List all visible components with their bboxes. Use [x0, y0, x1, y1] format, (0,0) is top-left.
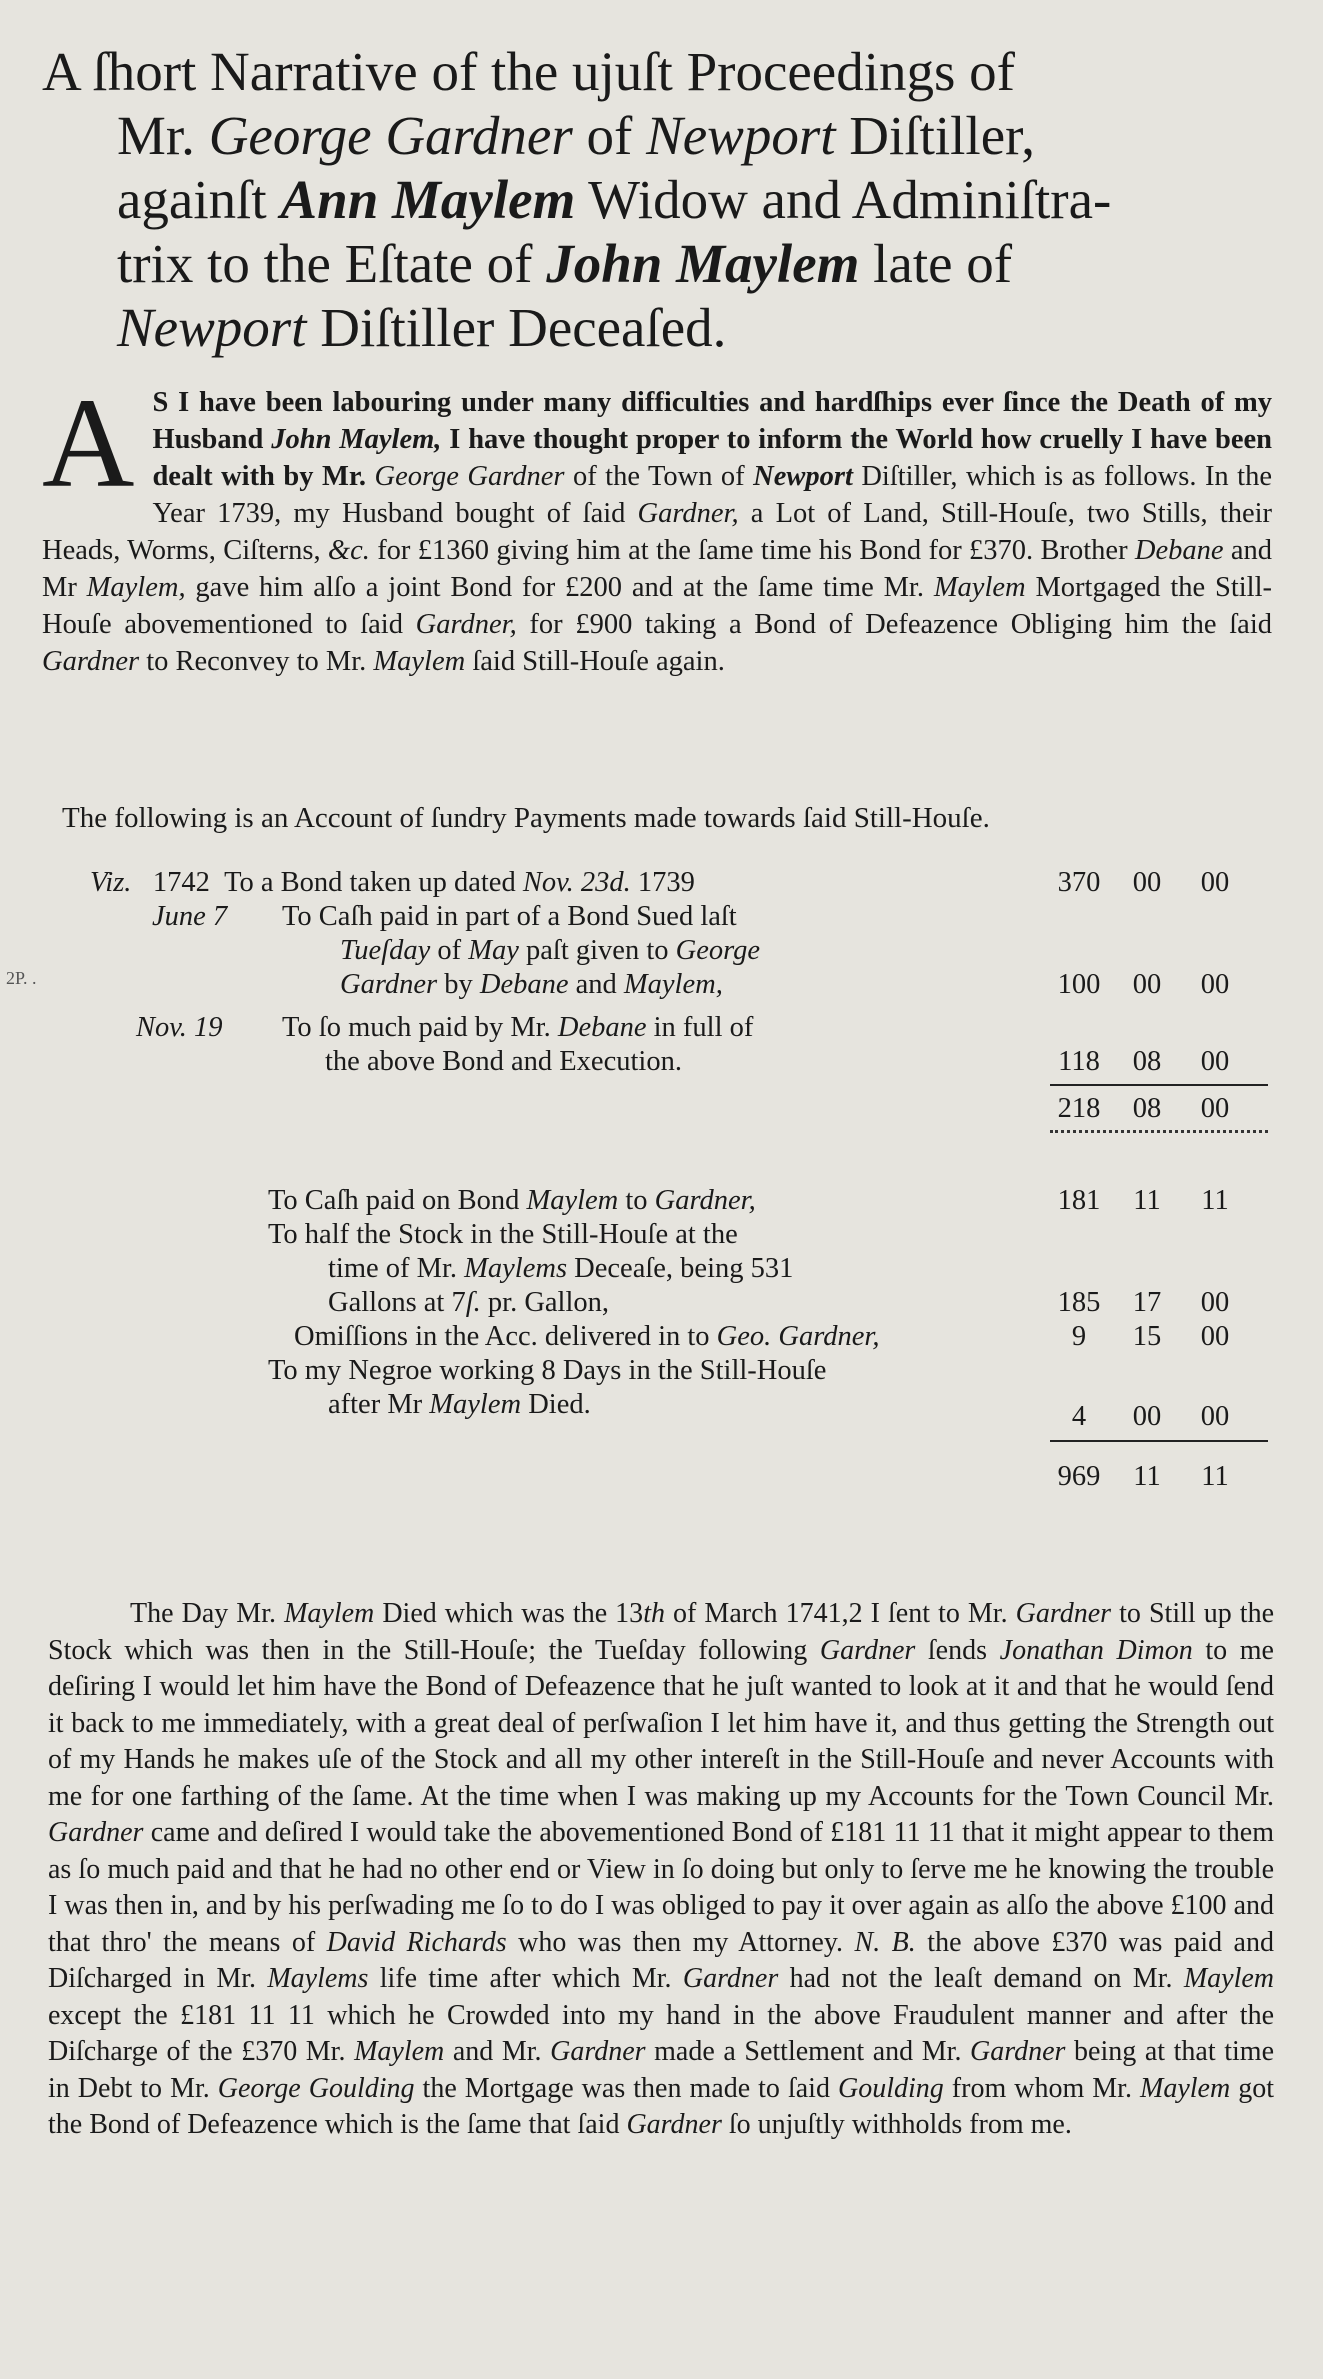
title-line-5	[42, 296, 1282, 360]
intro-name: Maylem,	[86, 571, 186, 603]
body-text: being at that time in Debt to Mr.	[48, 2036, 1274, 2104]
body-text: the Mortgage was then made to ſaid	[414, 2072, 838, 2104]
row-name: Maylem	[526, 1185, 619, 1216]
row-name: Debane	[557, 1012, 647, 1043]
title-text: he u	[506, 41, 600, 102]
amount-pence: 00	[1200, 1401, 1230, 1432]
intro-name: Gardner,	[637, 497, 739, 529]
intro-text: ſaid Still-Houſe again.	[465, 645, 725, 677]
intro-place: Newport	[753, 460, 853, 492]
amount-shillings: 11	[1133, 1461, 1161, 1492]
amount-cell	[1045, 1400, 1275, 1434]
row-text: the above Bond and Execution.	[325, 1046, 682, 1077]
amount-pounds: 181	[1057, 1185, 1101, 1216]
amount-pounds: 4	[1071, 1401, 1087, 1432]
row-unit: ſ.	[465, 1287, 481, 1318]
row-text	[268, 1184, 756, 1218]
row-text	[282, 1011, 753, 1045]
amount-shillings: 15	[1132, 1321, 1162, 1352]
title-text: trix to the Eſtate of	[117, 233, 547, 294]
row-text	[328, 1252, 793, 1286]
title-text: of	[572, 105, 647, 166]
amount-shillings: 00	[1132, 969, 1162, 1000]
row-text: pr. Gallon,	[480, 1287, 610, 1318]
row-name: Geo. Gardner,	[716, 1321, 880, 1352]
body-name: Gardner	[626, 2109, 722, 2140]
title-place: Newport	[117, 297, 307, 358]
row-name: George	[675, 935, 761, 966]
title-text: Mr.	[117, 105, 209, 166]
amount-cell	[1045, 968, 1275, 1002]
row-text: To half the Stock in the Still-Houſe at the	[268, 1219, 738, 1250]
body-text: except the £181 11 11 which he Crowded into my hand in the above Fraudulent manner and after the Diſcharge of the £370 Mr.	[48, 1999, 1274, 2067]
row-text: and	[568, 969, 624, 1000]
body-name: Gardner	[970, 2036, 1066, 2067]
row-date: Nov. 23d.	[522, 867, 631, 898]
row-year: 1742	[152, 867, 210, 898]
body-name: Maylems	[267, 1963, 369, 1994]
row-text: To a Bond taken up dated	[224, 867, 516, 898]
row-day: Tueſday	[340, 935, 431, 966]
intro-text: for £1360 giving him at the ſame time his Bond for £370. Brother	[369, 534, 1135, 566]
row-text: Gallons at 7	[328, 1287, 466, 1318]
row-name: Debane	[479, 969, 569, 1000]
row-text: by	[437, 969, 480, 1000]
row-text: 1739	[637, 867, 695, 898]
intro-text: S I have been labouring under many difficulties and hardſhips ever ſince the Death of my Husband	[152, 386, 1272, 455]
amount-shillings: 08	[1132, 1046, 1162, 1077]
body-name: Gardner	[550, 2036, 646, 2067]
body-name: Maylem	[1140, 2072, 1231, 2104]
intro-name: Gardner,	[415, 608, 517, 640]
title-text: Diſtiller Deceaſed.	[306, 297, 727, 358]
body-text: The Day Mr.	[130, 1598, 285, 1629]
row-text: To Caſh paid in part of a Bond Sued laſt	[282, 901, 737, 932]
row-name: Gardner	[340, 969, 438, 1000]
amount-shillings: 00	[1132, 1401, 1162, 1432]
intro-text: a Lot of Land, Still-Houſe, two Stills, their Heads, Worms, Ciſterns,	[42, 497, 1273, 566]
body-name: Maylem	[354, 2036, 445, 2067]
divider-rule	[1050, 1130, 1268, 1133]
row-name: Maylem,	[623, 969, 723, 1000]
amount-cell	[1045, 1286, 1275, 1320]
body-text: to Still up the Stock which was then in the Still-Houſe; the Tueſday following	[48, 1598, 1274, 1666]
body-nb: N. B.	[854, 1926, 916, 1958]
intro-text: gave him alſo a joint Bond for £200 and at the ſame time Mr.	[185, 571, 934, 603]
intro-text: and Mr	[42, 534, 1273, 603]
intro-text: to Reconvey to Mr.	[139, 645, 374, 677]
divider-rule	[1050, 1440, 1268, 1442]
body-name: Gardner	[819, 1634, 916, 1666]
row-text: To Caſh paid on Bond	[268, 1185, 527, 1216]
body-name: David Richards	[326, 1926, 507, 1958]
amount-pounds: 185	[1057, 1287, 1101, 1318]
amount-pounds: 118	[1058, 1046, 1100, 1077]
intro-etc: &c.	[327, 534, 370, 566]
amount-shillings: 17	[1132, 1287, 1162, 1318]
body-text: life time after which Mr.	[368, 1963, 683, 1994]
row-name: Maylems	[464, 1253, 568, 1284]
account-row	[90, 866, 695, 900]
intro-text: of the Town of	[564, 460, 754, 492]
row-text: Died.	[521, 1389, 591, 1420]
intro-name: Debane	[1134, 534, 1224, 566]
body-name: Goulding	[837, 2072, 944, 2104]
amount-pounds: 100	[1057, 969, 1101, 1000]
body-text: ſends	[915, 1634, 1000, 1666]
body-text: and Mr.	[444, 2036, 551, 2067]
body-name: Maylem	[284, 1598, 375, 1629]
amount-pounds: 218	[1057, 1093, 1101, 1124]
row-text: paſt given to	[518, 935, 676, 966]
row-text: To ſo much paid by Mr.	[282, 1012, 558, 1043]
row-text: of	[430, 935, 469, 966]
amount-pence: 00	[1200, 1093, 1230, 1124]
row-text: Omiſſions in the Acc. delivered in to	[294, 1321, 717, 1352]
body-text: from whom Mr.	[943, 2072, 1140, 2104]
intro-name: Maylem	[373, 645, 466, 677]
divider-rule	[1050, 1084, 1268, 1086]
row-text: time of Mr.	[328, 1253, 465, 1284]
body-text: of March 1741,2 I ſent to Mr.	[664, 1598, 1016, 1629]
row-name: Maylem	[429, 1389, 522, 1420]
row-text	[328, 1286, 609, 1320]
amount-cell	[1045, 1045, 1275, 1079]
row-text: in full of	[646, 1012, 754, 1043]
title-line-2	[42, 104, 1282, 168]
amount-shillings: 08	[1132, 1093, 1162, 1124]
amount-pounds: 370	[1057, 867, 1101, 898]
intro-text: Diſtiller, which is as follows. In the Year 1739, my Husband bought of ſaid	[152, 460, 1272, 529]
body-text: had not the leaſt demand on Mr.	[778, 1963, 1184, 1994]
amount-cell	[1045, 1184, 1275, 1218]
title-text: A ſhort Narrative of t	[42, 41, 507, 102]
intro-text: Mortgaged the Still-Houſe abovementioned to ſaid	[42, 571, 1272, 640]
row-date	[152, 900, 227, 934]
amount-pence: 00	[1200, 969, 1230, 1000]
body-text: to me deſiring I would let him have the Bond of Defeazence that he juſt wanted to look at it and that he would ſend it back to me immediately, with a great deal of perſwaſion I let him have it, and thus getting the Strength out of my Hands he makes uſe of the Stock and all my other intereſt in the Still-Houſe and never Accounts with me for one farthing of the ſame. At the time when I was making up my Accounts for the Town Council Mr.	[48, 1634, 1274, 1812]
title-place: Newport	[646, 105, 836, 166]
amount-shillings: 11	[1133, 1185, 1161, 1216]
body-text: who was then my Attorney.	[506, 1926, 855, 1958]
title-text: Widow and Adminiſtra-	[575, 169, 1112, 230]
amount-cell	[1045, 1320, 1275, 1354]
viz-label: Viz.	[90, 867, 132, 898]
amount-pence: 11	[1201, 1461, 1229, 1492]
subtotal-cell	[1045, 1092, 1275, 1126]
row-date-text: Nov. 19	[136, 1012, 223, 1043]
amount-pounds: 969	[1057, 1461, 1101, 1492]
row-text	[294, 1320, 879, 1354]
row-text	[340, 934, 760, 968]
body-text: ſo unjuſtly withholds from me.	[721, 2109, 1072, 2140]
row-text: Deceaſe, being 531	[567, 1253, 794, 1284]
title-text: late of	[859, 233, 1013, 294]
row-date-text: June 7	[152, 901, 228, 932]
body-text: Died which was the 13	[374, 1598, 644, 1629]
title-text: Diſtiller,	[835, 105, 1035, 166]
body-text: came and deſired I would take the abovementioned Bond of £181 11 11 that it might appear to them as ſo much paid and that he had no other end or View in ſo doing but only to ſerve me he knowing the trouble I was then in, and by his perſwading me ſo to do I was obliged to pay it over again as alſo the above £100 and that thro' the means of	[48, 1817, 1274, 1958]
title-name: John Maylem	[546, 233, 860, 294]
row-text: To my Negroe working 8 Days in the Still-Houſe	[268, 1355, 827, 1386]
title-text: juſt Proceedings of	[599, 41, 1015, 102]
amount-cell	[1045, 866, 1275, 900]
intro-text: for £900 taking a Bond of Defeazence Obliging him the ſaid	[516, 608, 1272, 640]
body-name: Gardner	[682, 1963, 779, 1994]
title-name: George Gardner	[208, 105, 573, 166]
total-cell	[1045, 1460, 1275, 1494]
title-line-4	[42, 232, 1282, 296]
amount-pence: 00	[1200, 1046, 1230, 1077]
body-name: Jonathan Dimon	[999, 1634, 1193, 1666]
body-text: the above £370 was paid and Diſcharged in Mr.	[48, 1926, 1274, 1994]
title-text: againſt	[117, 169, 281, 230]
body-name: Maylem	[1183, 1963, 1274, 1994]
row-name: Gardner,	[654, 1185, 756, 1216]
title-name: Ann Maylem	[280, 169, 576, 230]
row-text	[340, 968, 723, 1002]
row-text: after Mr	[328, 1389, 430, 1420]
body-name: Gardner	[48, 1817, 144, 1848]
amount-pence: 11	[1201, 1185, 1229, 1216]
narrative-paragraph	[48, 1596, 1274, 2144]
row-text: to	[618, 1185, 655, 1216]
document-title	[42, 40, 1282, 360]
title-line-1	[42, 40, 1282, 104]
drop-cap: A	[42, 371, 135, 514]
account-table	[0, 866, 1323, 1506]
row-month: May	[468, 935, 519, 966]
intro-name: Gardner	[42, 645, 140, 677]
intro-paragraph	[42, 371, 1273, 680]
body-ordinal: th	[643, 1598, 665, 1629]
body-name: Gardner	[1015, 1598, 1112, 1629]
amount-pounds: 9	[1071, 1321, 1087, 1352]
row-text	[328, 1388, 591, 1422]
intro-name: Maylem	[933, 571, 1026, 603]
body-name: George Goulding	[217, 2072, 415, 2104]
account-heading: The following is an Account of ſundry Payments made towards ſaid Still-Houſe.	[62, 802, 990, 834]
margin-mark: 2P. .	[6, 968, 37, 988]
amount-pence: 00	[1200, 1287, 1230, 1318]
amount-pence: 00	[1200, 867, 1230, 898]
intro-text: I have thought proper to inform the World how cruelly I have been dealt with by Mr.	[152, 423, 1272, 492]
intro-name: George Gardner	[374, 460, 565, 492]
amount-shillings: 00	[1132, 867, 1162, 898]
row-date	[136, 1011, 223, 1045]
amount-pence: 00	[1200, 1321, 1230, 1352]
intro-name: John Maylem,	[271, 423, 442, 455]
body-text: got the Bond of Defeazence which is the ſame that ſaid	[48, 2072, 1274, 2140]
title-line-3	[42, 168, 1282, 232]
body-text: made a Settlement and Mr.	[645, 2036, 971, 2067]
